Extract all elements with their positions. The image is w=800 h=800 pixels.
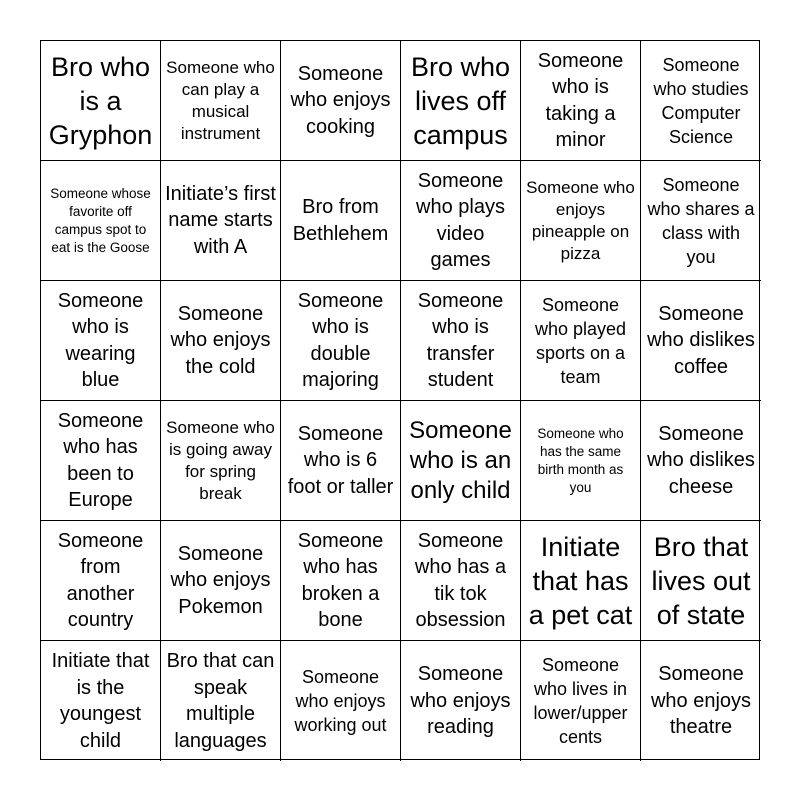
bingo-square-text: Bro that can speak multiple languages <box>166 650 275 752</box>
bingo-square-text: Someone who shares a class with you <box>647 174 755 267</box>
bingo-square-text: Someone who is double majoring <box>297 289 384 391</box>
bingo-square-text: Someone who lives in lower/upper cents <box>533 655 628 747</box>
bingo-square[interactable] <box>641 641 761 761</box>
bingo-square[interactable] <box>161 41 281 161</box>
bingo-square[interactable] <box>521 41 641 161</box>
bingo-square-text: Someone who is 6 foot or taller <box>287 422 394 498</box>
bingo-square[interactable] <box>41 41 161 161</box>
bingo-square-text: Someone who dislikes cheese <box>647 422 755 498</box>
bingo-square[interactable] <box>641 521 761 641</box>
bingo-square-text: Bro who lives off campus <box>410 51 511 150</box>
bingo-square[interactable] <box>521 281 641 401</box>
bingo-square-text: Someone who enjoys theatre <box>650 663 752 739</box>
bingo-square[interactable] <box>281 161 401 281</box>
bingo-square[interactable] <box>521 401 641 521</box>
bingo-square[interactable] <box>641 401 761 521</box>
bingo-square-text: Someone who is taking a minor <box>537 49 624 151</box>
bingo-square-text: Bro that lives out of state <box>651 531 751 630</box>
bingo-square[interactable] <box>41 641 161 761</box>
bingo-square-text: Bro who is a Gryphon <box>48 51 153 150</box>
bingo-square[interactable] <box>281 401 401 521</box>
bingo-square[interactable] <box>161 641 281 761</box>
bingo-square-text: Someone who is wearing blue <box>57 289 144 391</box>
bingo-square-text: Someone who enjoys working out <box>294 667 387 735</box>
bingo-square-text: Someone who dislikes coffee <box>647 302 755 378</box>
bingo-square[interactable] <box>401 281 521 401</box>
bingo-square[interactable] <box>161 281 281 401</box>
bingo-square-text: Initiate’s first name starts with A <box>165 182 276 258</box>
bingo-square-text: Someone who is an only child <box>409 416 512 504</box>
bingo-square[interactable] <box>41 281 161 401</box>
bingo-square[interactable] <box>41 521 161 641</box>
bingo-square-text: Someone who played sports on a team <box>534 294 627 387</box>
bingo-square[interactable] <box>281 641 401 761</box>
bingo-square-text: Initiate that is the youngest child <box>51 650 150 752</box>
bingo-square-text: Someone who has the same birth month as you <box>537 425 624 495</box>
bingo-square-text: Someone who enjoys pineapple on pizza <box>526 177 635 263</box>
bingo-square[interactable] <box>401 41 521 161</box>
bingo-square-text: Bro from Bethlehem <box>292 196 389 245</box>
bingo-square[interactable] <box>641 281 761 401</box>
bingo-square[interactable] <box>641 41 761 161</box>
bingo-square[interactable] <box>521 521 641 641</box>
bingo-square-text: Someone who studies Computer Science <box>653 54 749 147</box>
bingo-card <box>40 40 760 760</box>
bingo-square-text: Someone who is transfer student <box>417 289 504 391</box>
bingo-square-text: Someone who plays video games <box>416 169 505 271</box>
bingo-square-text: Someone who has been to Europe <box>57 409 144 511</box>
bingo-square[interactable] <box>521 641 641 761</box>
bingo-square[interactable] <box>641 161 761 281</box>
bingo-square-text: Someone who can play a musical instrument <box>166 57 275 143</box>
bingo-square[interactable] <box>161 521 281 641</box>
bingo-square-text: Someone who has broken a bone <box>297 529 384 631</box>
bingo-square-text: Someone who enjoys Pokemon <box>170 542 271 618</box>
bingo-square-text: Someone who enjoys cooking <box>290 62 391 138</box>
bingo-square[interactable] <box>401 161 521 281</box>
bingo-square[interactable] <box>161 401 281 521</box>
bingo-square-text: Someone who is going away for spring break <box>166 417 275 503</box>
bingo-square-text: Someone whose favorite off campus spot to eat is the Goose <box>50 185 151 255</box>
bingo-square-text: Someone from another country <box>57 529 144 631</box>
bingo-square[interactable] <box>281 281 401 401</box>
bingo-square[interactable] <box>401 401 521 521</box>
bingo-square-text: Someone who has a tik tok obsession <box>414 529 507 631</box>
bingo-square-text: Initiate that has a pet cat <box>528 531 633 630</box>
bingo-square-text: Someone who enjoys the cold <box>170 302 271 378</box>
bingo-square[interactable] <box>281 41 401 161</box>
bingo-square[interactable] <box>281 521 401 641</box>
bingo-square[interactable] <box>401 521 521 641</box>
bingo-square[interactable] <box>41 401 161 521</box>
bingo-square-text: Someone who enjoys reading <box>410 663 511 739</box>
bingo-square[interactable] <box>521 161 641 281</box>
bingo-square[interactable] <box>161 161 281 281</box>
bingo-square[interactable] <box>41 161 161 281</box>
bingo-square[interactable] <box>401 641 521 761</box>
